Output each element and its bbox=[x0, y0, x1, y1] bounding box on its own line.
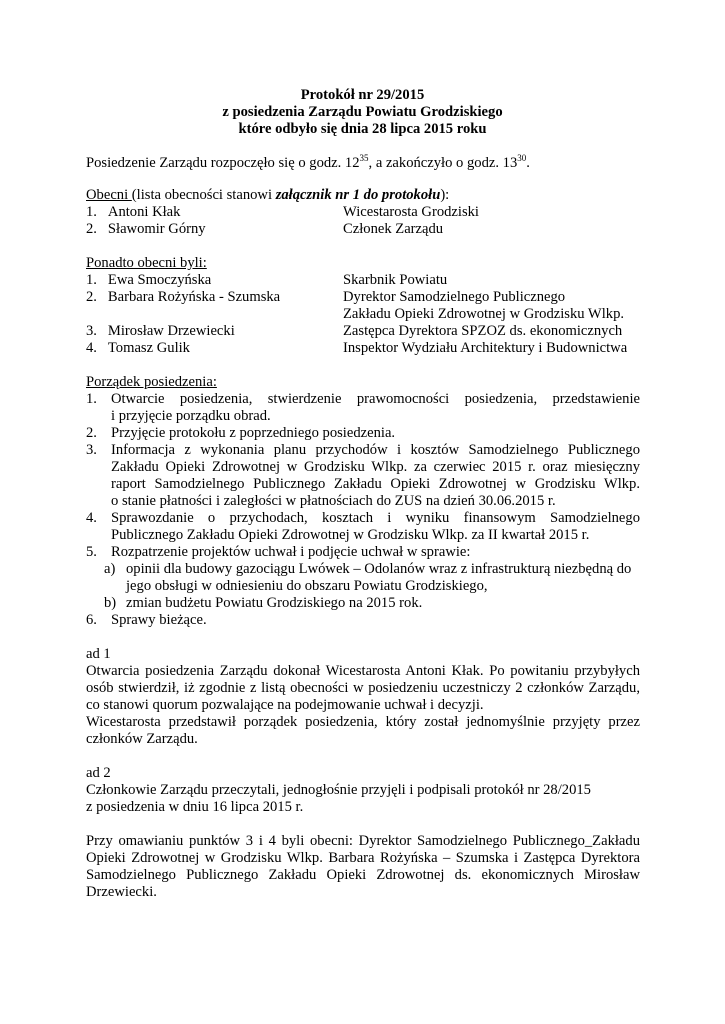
closing-paragraph: Przy omawianiu punktów 3 i 4 byli obecni: Dyrektor Samodzielnego Publicznego_Zakładu bbox=[86, 833, 640, 849]
agenda-item-4-cont: Publicznego Zakładu Opieki Zdrowotnej w Grodzisku Wlkp. za II kwartał 2015 r. bbox=[111, 527, 590, 543]
attendance-note: (lista obecności stanowi bbox=[131, 187, 276, 203]
agenda-item-5a: opinii dla budowy gazociągu Lwówek – Odolanów wraz z infrastrukturą niezbędną do bbox=[126, 561, 632, 577]
agenda-item-3-cont: o stanie płatności i zaległości w płatnościach do ZUS na dzień 30.06.2015 r. bbox=[111, 493, 556, 509]
agenda-item-5a-cont: jego obsługi w odniesieniu do obszaru Powiatu Grodziskiego, bbox=[126, 578, 488, 594]
member-num: 1. bbox=[86, 204, 97, 220]
attendance-heading bbox=[86, 187, 449, 204]
member-role: Wicestarosta Grodziski bbox=[343, 204, 479, 220]
agenda-item-3-cont: raport Samodzielnego Publicznego Zakładu Opieki Zdrowotnej w Grodzisku Wlkp. bbox=[111, 476, 640, 492]
guest-row bbox=[86, 272, 211, 289]
guest-num: 4. bbox=[86, 340, 97, 356]
agenda-item-3: Informacja z wykonania planu przychodów i kosztów Samodzielnego Publicznego bbox=[111, 442, 640, 458]
agenda-item-4: Sprawozdanie o przychodach, kosztach i wyniku finansowym Samodzielnego bbox=[111, 510, 640, 526]
guest-role: Dyrektor Samodzielnego Publicznego bbox=[343, 289, 566, 305]
member-row bbox=[86, 221, 206, 238]
guest-name: Barbara Rożyńska - Szumska bbox=[107, 289, 281, 305]
agenda-num: 5. bbox=[86, 544, 97, 560]
guest-row bbox=[86, 340, 190, 357]
ad1-heading: ad 1 bbox=[86, 646, 111, 662]
document-subtitle: z posiedzenia Zarządu Powiatu Grodziskiego bbox=[222, 104, 503, 120]
ad1-paragraph: Otwarcia posiedzenia Zarządu dokonał Wicestarosta Antoni Kłak. Po powitaniu przybyłych bbox=[86, 663, 640, 679]
end-text: , a zakończyło o godz. 13 bbox=[368, 155, 518, 171]
agenda-item-2: Przyjęcie protokołu z poprzedniego posiedzenia. bbox=[111, 425, 396, 441]
attendance-note-end: ): bbox=[440, 187, 450, 203]
agenda-heading: Porządek posiedzenia: bbox=[86, 374, 217, 390]
guest-name: Ewa Smoczyńska bbox=[107, 272, 212, 288]
agenda-subnum: b) bbox=[104, 595, 117, 611]
guest-num: 3. bbox=[86, 323, 97, 339]
member-role: Członek Zarządu bbox=[343, 221, 444, 237]
end-minutes: 30 bbox=[517, 153, 527, 163]
start-text: Posiedzenie Zarządu rozpoczęło się o godz. 12 bbox=[86, 155, 360, 171]
session-times bbox=[86, 155, 530, 172]
guest-name: Tomasz Gulik bbox=[107, 340, 190, 356]
guest-row bbox=[86, 289, 280, 306]
ad2-heading: ad 2 bbox=[86, 765, 111, 781]
guest-role-cont: Zakładu Opieki Zdrowotnej w Grodzisku Wlkp. bbox=[343, 306, 625, 322]
agenda-num: 3. bbox=[86, 442, 97, 458]
agenda-item-6: Sprawy bieżące. bbox=[111, 612, 207, 628]
document-title: Protokół nr 29/2015 bbox=[300, 87, 425, 103]
guest-role: Skarbnik Powiatu bbox=[343, 272, 448, 288]
ad1-paragraph: co stanowi quorum pozwalające na podejmowanie uchwał i decyzji. bbox=[86, 697, 484, 713]
agenda-num: 4. bbox=[86, 510, 97, 526]
annex-reference: załącznik nr 1 do protokołu bbox=[275, 187, 441, 203]
ad2-paragraph: z posiedzenia w dniu 16 lipca 2015 r. bbox=[86, 799, 304, 815]
document-date-line: które odbyło się dnia 28 lipca 2015 roku bbox=[238, 121, 487, 137]
ad2-paragraph: Członkowie Zarządu przeczytali, jednogłośnie przyjęli i podpisali protokół nr 28/2015 bbox=[86, 782, 591, 798]
end-period: . bbox=[526, 155, 530, 171]
guest-row bbox=[86, 323, 235, 340]
agenda-item-3-cont: Zakładu Opieki Zdrowotnej w Grodzisku Wlkp. za czerwiec 2015 r. oraz miesięczny bbox=[111, 459, 640, 475]
ad1-paragraph: osób stwierdził, iż zgodnie z listą obecności w posiedzeniu uczestniczy 2 członków Zarządu, bbox=[86, 680, 640, 696]
agenda-num: 1. bbox=[86, 391, 97, 407]
agenda-num: 6. bbox=[86, 612, 97, 628]
member-row bbox=[86, 204, 180, 221]
guest-role: Inspektor Wydziału Architektury i Budownictwa bbox=[343, 340, 628, 356]
closing-paragraph: Drzewiecki. bbox=[86, 884, 157, 900]
agenda-item-5: Rozpatrzenie projektów uchwał i podjęcie uchwał w sprawie: bbox=[111, 544, 471, 560]
guest-num: 2. bbox=[86, 289, 97, 305]
attendance-label: Obecni bbox=[86, 187, 132, 203]
agenda-item-1: Otwarcie posiedzenia, stwierdzenie prawomocności posiedzenia, przedstawienie bbox=[111, 391, 640, 407]
agenda-item-1-cont: i przyjęcie porządku obrad. bbox=[111, 408, 271, 424]
closing-paragraph: Opieki Zdrowotnej w Grodzisku Wlkp. Barbara Rożyńska – Szumska i Zastępca Dyrektora bbox=[86, 850, 640, 866]
ad1-paragraph: członków Zarządu. bbox=[86, 731, 198, 747]
member-num: 2. bbox=[86, 221, 97, 237]
guest-num: 1. bbox=[86, 272, 97, 288]
also-present-heading: Ponadto obecni byli: bbox=[86, 255, 207, 271]
start-minutes: 35 bbox=[359, 153, 369, 163]
agenda-item-5b: zmian budżetu Powiatu Grodziskiego na 2015 rok. bbox=[126, 595, 423, 611]
agenda-num: 2. bbox=[86, 425, 97, 441]
guest-name: Mirosław Drzewiecki bbox=[107, 323, 235, 339]
member-name: Antoni Kłak bbox=[107, 204, 181, 220]
closing-paragraph: Samodzielnego Publicznego Zakładu Opieki Zdrowotnej ds. ekonomicznych Mirosław bbox=[86, 867, 640, 883]
agenda-subnum: a) bbox=[104, 561, 116, 577]
member-name: Sławomir Górny bbox=[107, 221, 206, 237]
guest-role: Zastępca Dyrektora SPZOZ ds. ekonomicznych bbox=[343, 323, 623, 339]
ad1-paragraph: Wicestarosta przedstawił porządek posiedzenia, który został jednomyślnie przyjęty przez bbox=[86, 714, 640, 730]
